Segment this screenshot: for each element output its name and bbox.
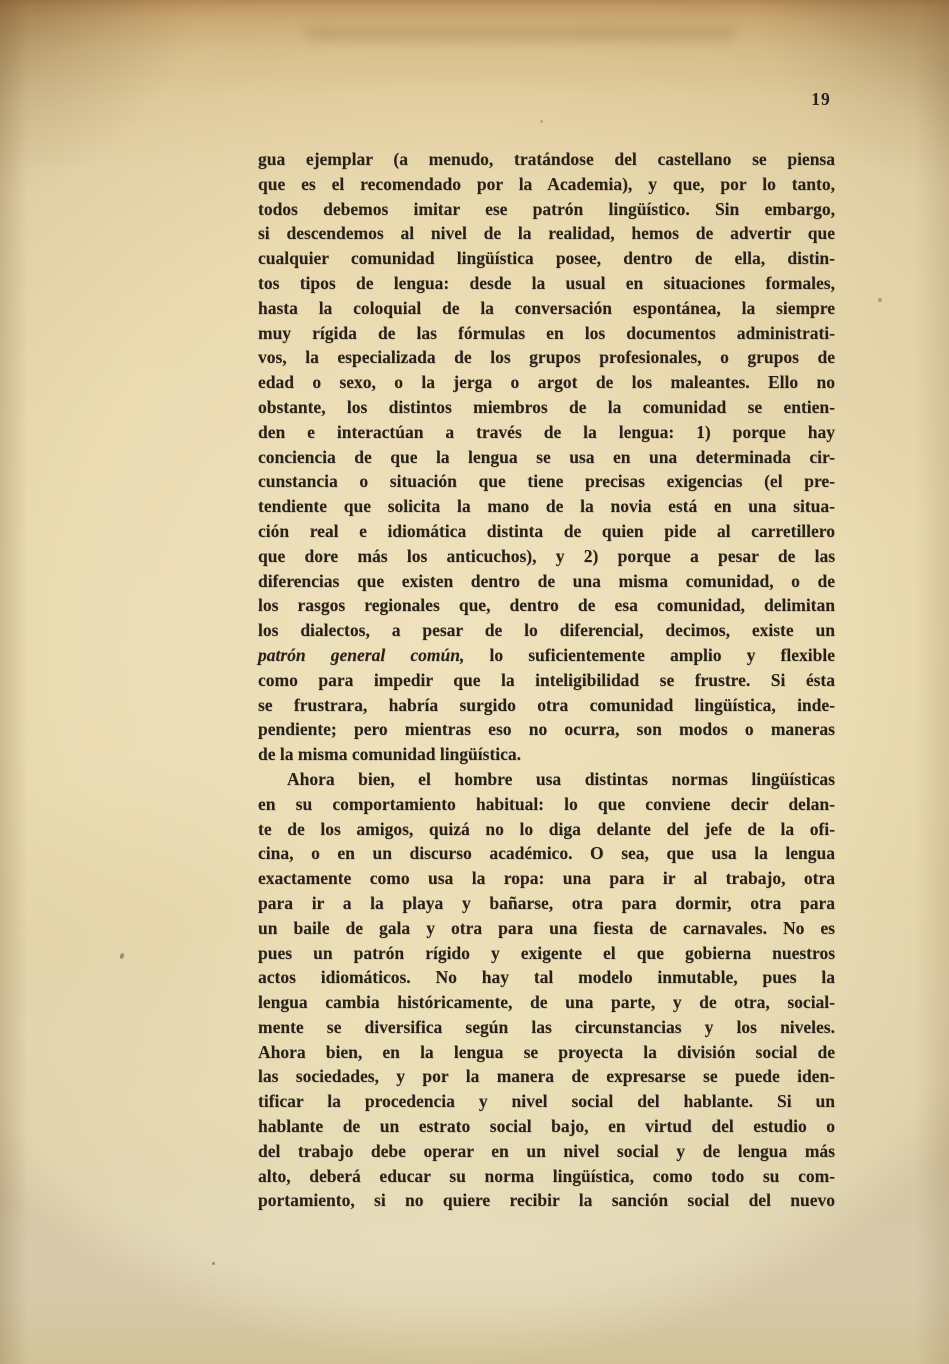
text-line: que dore más los anticuchos), y 2) porque a pesar de las (258, 545, 835, 566)
text-line: exactamente como usa la ropa: una para ir al trabajo, otra (258, 868, 835, 889)
text-line: cunstancia o situación que tiene precisas exigencias (el pre- (258, 471, 835, 492)
text-line: tificar la procedencia y nivel social del hablante. Si un (258, 1091, 835, 1112)
text-line: hasta la coloquial de la conversación espontánea, la siempre (258, 297, 835, 318)
text-line: muy rígida de las fórmulas en los documentos administrati- (258, 322, 835, 343)
text-line: tendiente que solicita la mano de la novia está en una situa- (258, 496, 835, 517)
text-line: obstante, los distintos miembros de la comunidad se entien- (258, 396, 835, 417)
paragraph (258, 147, 835, 767)
text-line: portamiento, si no quiere recibir la sanción social del nuevo (258, 1190, 835, 1211)
text-line: que es el recomendado por la Academia), y que, por lo tanto, (258, 173, 835, 194)
text-line: cualquier comunidad lingüística posee, dentro de ella, distin- (258, 248, 835, 269)
text-line: las sociedades, y por la manera de expresarse se puede iden- (258, 1066, 835, 1087)
text-line: pendiente; pero mientras eso no ocurra, son modos o maneras (258, 719, 835, 740)
text-line: Ahora bien, en la lengua se proyecta la división social de (258, 1041, 835, 1062)
page-number: 19 (811, 89, 831, 109)
text-line: como para impedir que la inteligibilidad se frustre. Si ésta (258, 669, 835, 690)
text-line: de la misma comunidad lingüística. (258, 744, 522, 765)
text-line: ción real e idiomática distinta de quien pide al carretillero (258, 520, 835, 541)
text-line: conciencia de que la lengua se usa en una determinada cir- (258, 446, 835, 467)
text-block (258, 147, 835, 1213)
text-line: diferencias que existen dentro de una misma comunidad, o de (258, 570, 835, 591)
paper-speck (212, 1262, 215, 1265)
text-line: cina, o en un discurso académico. O sea, que usa la lengua (258, 843, 835, 864)
text-line: vos, la especializada de los grupos profesionales, o grupos de (258, 347, 835, 368)
text-line: los dialectos, a pesar de lo diferencial, decimos, existe un (258, 620, 835, 641)
text-line: den e interactúan a través de la lengua: 1) porque hay (258, 421, 835, 442)
text-line: si descendemos al nivel de la realidad, hemos de advertir que (258, 223, 835, 244)
text-line: Ahora bien, el hombre usa distintas normas lingüísticas (287, 768, 835, 789)
text-line: mente se diversifica según las circunstancias y los niveles. (258, 1016, 835, 1037)
show-through-smudge (305, 26, 735, 41)
text-line: lengua cambia históricamente, de una parte, y de otra, social- (258, 992, 835, 1013)
text-line: tos tipos de lengua: desde la usual en situaciones formales, (258, 272, 835, 293)
text-line: se frustrara, habría surgido otra comunidad lingüística, inde- (258, 694, 835, 715)
text-line: en su comportamiento habitual: lo que conviene decir delan- (258, 793, 835, 814)
text-line: patrón general común, lo suficientemente amplio y flexible (258, 644, 835, 665)
paper-speck (540, 120, 543, 123)
paragraph (258, 767, 835, 1213)
paper-speck (119, 952, 125, 959)
text-line: edad o sexo, o la jerga o argot de los maleantes. Ello no (258, 372, 835, 393)
text-line: te de los amigos, quizá no lo diga delante del jefe de la ofi- (258, 818, 835, 839)
text-line: gua ejemplar (a menudo, tratándose del castellano se piensa (258, 149, 835, 169)
text-line: actos idiomáticos. No hay tal modelo inmutable, pues la (258, 967, 835, 988)
text-line: alto, deberá educar su norma lingüística, como todo su com- (258, 1165, 835, 1186)
text-line: pues un patrón rígido y exigente el que gobierna nuestros (258, 942, 835, 963)
text-line: para ir a la playa y bañarse, otra para dormir, otra para (258, 892, 835, 913)
text-line: todos debemos imitar ese patrón lingüístico. Sin embargo, (258, 198, 835, 219)
text-line: un baile de gala y otra para una fiesta de carnavales. No es (258, 917, 835, 938)
text-line: hablante de un estrato social bajo, en virtud del estudio o (258, 1116, 835, 1137)
text-line: los rasgos regionales que, dentro de esa comunidad, delimitan (258, 595, 835, 616)
text-line: del trabajo debe operar en un nivel social y de lengua más (258, 1140, 835, 1161)
paper-speck (878, 298, 882, 302)
